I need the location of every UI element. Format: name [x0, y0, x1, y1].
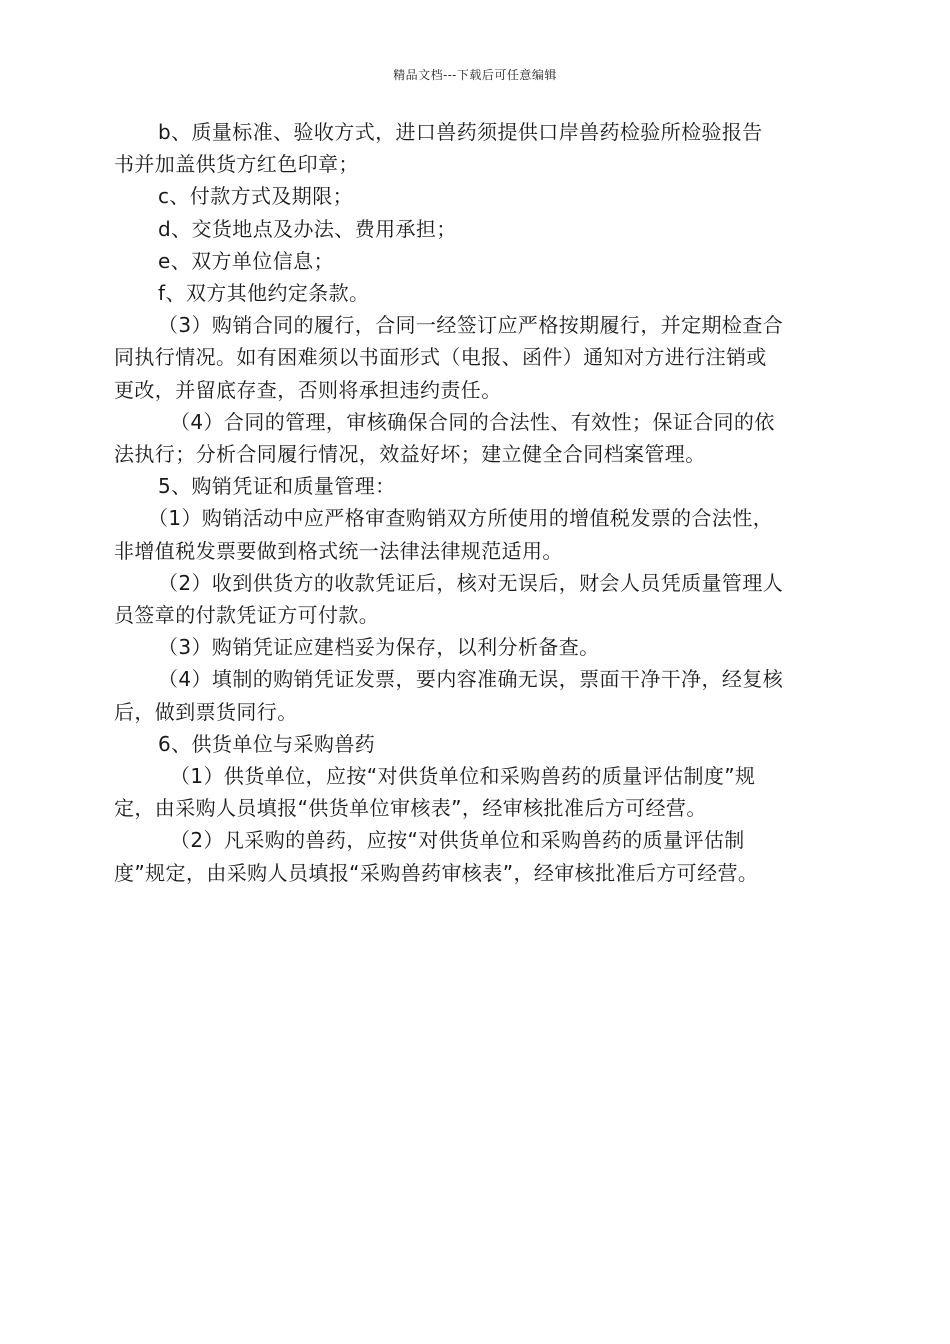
text-line: 非增值税发票要做到格式统一法律法律规范适用。	[114, 538, 563, 563]
text-line: 6、供货单位与采购兽药	[158, 731, 376, 756]
page-header: 精品文档---下载后可任意编辑	[393, 68, 557, 82]
text-line: f、双方其他约定条款。	[158, 281, 370, 306]
text-line: 书并加盖供货方红色印章；	[114, 152, 359, 177]
text-line: （1）购销活动中应严格审查购销双方所使用的增值税发票的合法性，	[148, 506, 774, 531]
text-line: 定，由采购人员填报“供货单位审核表”，经审核批准后方可经营。	[114, 796, 707, 821]
text-line: （1）供货单位，应按“对供货单位和采购兽药的质量评估制度”规	[170, 764, 756, 789]
text-line: 度”规定，由采购人员填报“采购兽药审核表”，经审核批准后方可经营。	[114, 860, 759, 885]
text-line: 5、购销凭证和质量管理：	[158, 474, 396, 499]
text-line: 同执行情况。如有困难须以书面形式（电报、函件）通知对方进行注销或	[114, 345, 767, 370]
text-line: 更改，并留底存查，否则将承担违约责任。	[114, 377, 502, 402]
text-line: d、交货地点及办法、费用承担；	[158, 216, 457, 241]
text-line: （3）购销合同的履行，合同一经签订应严格按期履行，并定期检查合	[158, 313, 784, 338]
text-line: 后，做到票货同行。	[114, 699, 298, 724]
text-line: （4）填制的购销凭证发票，要内容准确无误，票面干净干净，经复核	[158, 667, 784, 692]
text-line: （3）购销凭证应建档妥为保存，以利分析备查。	[158, 635, 600, 660]
text-line: 法执行；分析合同履行情况，效益好坏；建立健全合同档案管理。	[114, 442, 706, 467]
text-line: b、质量标准、验收方式，进口兽药须提供口岸兽药检验所检验报告	[158, 120, 763, 144]
text-line: （2）凡采购的兽药，应按“对供货单位和采购兽药的质量评估制	[170, 828, 745, 853]
text-line: 员签章的付款凭证方可付款。	[114, 603, 380, 628]
text-line: （4）合同的管理，审核确保合同的合法性、有效性；保证合同的依	[170, 409, 775, 434]
text-line: e、双方单位信息；	[158, 248, 334, 273]
text-line: c、付款方式及期限；	[158, 184, 353, 209]
text-line: （2）收到供货方的收款凭证后，核对无误后，财会人员凭质量管理人	[158, 570, 784, 595]
document-body	[114, 116, 838, 889]
